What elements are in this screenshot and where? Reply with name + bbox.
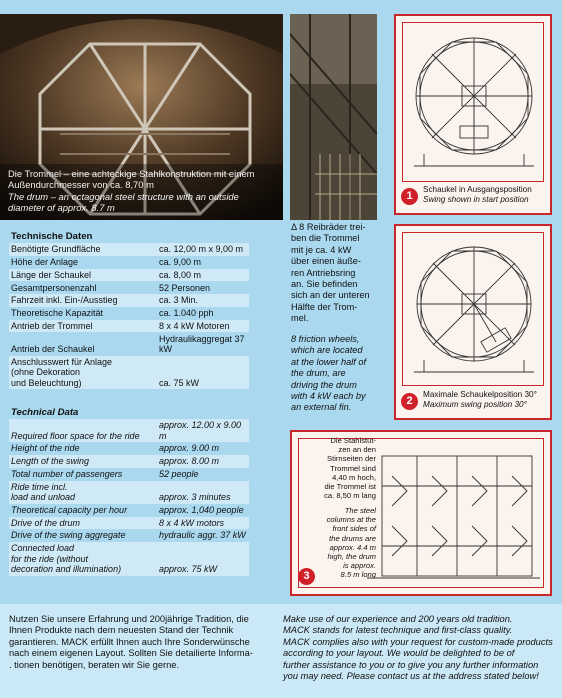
table-row (9, 481, 249, 504)
photo-caption-de: Die Trommel – eine achteckige Stahlkonstruktion mit einem Außendurchmesser von ca. 8,70 m (8, 167, 255, 191)
row-label: Length of the swing (9, 455, 157, 468)
row-value: 52 Personen (157, 281, 249, 294)
table-row (9, 356, 249, 390)
table-row (9, 243, 249, 256)
table-row (9, 419, 249, 442)
row-value: 8 x 4 kW motors (157, 517, 249, 530)
row-value: ca. 1.040 pph (157, 307, 249, 320)
row-value: approx. 9.00 m (157, 442, 249, 455)
tech-en-table (9, 419, 249, 576)
table-row (9, 455, 249, 468)
row-value: approx. 75 kW (157, 542, 249, 576)
row-value: approx. 8.00 m (157, 455, 249, 468)
row-label: Height of the ride (9, 442, 157, 455)
row-value: ca. 75 kW (157, 356, 249, 390)
steel-columns-text-de: Die Stahlstüt- zen an den Stirnseiten der Trommel sind 4,40 m hoch, die Trommel ist ca. 8,50 m lang (324, 436, 376, 501)
table-row (9, 517, 249, 530)
row-label: Connected load for the ride (without decoration and illumination) (9, 542, 157, 576)
table-row (9, 320, 249, 333)
table-row (9, 281, 249, 294)
table-row (9, 529, 249, 542)
footer-text-de: Nutzen Sie unsere Erfahrung und 200jährige Tradition, die Ihnen Produkte nach dem neuesten Stand der Technik garantieren. MACK erfüllt Ihnen auch Ihre Sonderwünsche nach einem eigenen Layout. Sollten Sie detailierte Informa- . tionen benötigen, beraten wir Sie gerne. (9, 614, 253, 670)
table-row (9, 307, 249, 320)
row-label: Total number of passengers (9, 468, 157, 481)
photo-caption (8, 168, 277, 214)
table-row (9, 504, 249, 517)
friction-text-en: 8 friction wheels, which are located at the lower half of the drum, are driving the drum with 4 kW each by an external fin. (291, 334, 367, 413)
panel-caption (423, 390, 537, 410)
row-value: hydraulic aggr. 37 kW (157, 529, 249, 542)
row-value: ca. 9,00 m (157, 256, 249, 269)
panel-caption-de: Schaukel in Ausgangsposition (423, 185, 532, 194)
row-value: approx. 3 minutes (157, 481, 249, 504)
tech-de-title: Technische Daten (11, 231, 93, 242)
row-label: Drive of the drum (9, 517, 157, 530)
row-label: Gesamtpersonenzahl (9, 281, 157, 294)
row-label: Required floor space for the ride (9, 419, 157, 442)
steel-columns-text-en: The steel columns at the front sides of the drums are approx. 4.4 m high, the drum is approx. 8.5 m long (326, 506, 376, 580)
row-value: approx. 12.00 x 9.00 m (157, 419, 249, 442)
tech-de-table (9, 243, 249, 389)
panel-number-badge: 1 (401, 188, 418, 205)
diagram-panel-side (290, 430, 552, 596)
swing-max-diagram (404, 236, 544, 382)
row-value: ca. 8,00 m (157, 269, 249, 282)
table-row (9, 269, 249, 282)
friction-text-de: Δ 8 Reibräder trei- ben die Trommel mit je ca. 4 kW über einen äuße- ren Antriebsring an. Sie befinden sich an der unteren Hälfte der Trom- mel. (291, 222, 370, 324)
diagram-panel-start (394, 14, 552, 215)
row-value: Hydraulikaggregat 37 kW (157, 332, 249, 355)
photo-caption-en: The drum – an octagonal steel structure with an outside diameter of approx. 8.7 m (8, 190, 239, 214)
row-label: Länge der Schaukel (9, 269, 157, 282)
table-row (9, 294, 249, 307)
row-label: Fahrzeit inkl. Ein-/Ausstieg (9, 294, 157, 307)
drum-photo (0, 14, 283, 220)
row-label: Benötigte Grundfläche (9, 243, 157, 256)
footer-text-en: Make use of our experience and 200 years old tradition. MACK stands for latest technique and first-class quality. MACK complies also with your request for custom-made products according to your layout. We would be delighted to be of further assistance to you or to give you any further information you may need. Please contact us at the address stated below! (283, 614, 553, 682)
row-label: Anschlusswert für Anlage (ohne Dekoration und Beleuchtung) (9, 356, 157, 390)
table-row (9, 256, 249, 269)
row-label: Theoretical capacity per hour (9, 504, 157, 517)
panel-caption-de: Maximale Schaukelposition 30° (423, 390, 537, 399)
tech-en-title: Technical Data (11, 407, 79, 418)
row-value: approx. 1,040 people (157, 504, 249, 517)
panel-number-badge: 2 (401, 393, 418, 410)
table-row (9, 542, 249, 576)
row-label: Drive of the swing aggregate (9, 529, 157, 542)
row-label: Ride time incl. load and unload (9, 481, 157, 504)
panel-caption-en: Maximum swing position 30° (423, 400, 527, 409)
row-label: Antrieb der Trommel (9, 320, 157, 333)
table-row (9, 442, 249, 455)
row-label: Antrieb der Schaukel (9, 332, 157, 355)
row-value: 52 people (157, 468, 249, 481)
table-row (9, 332, 249, 355)
row-label: Theoretische Kapazität (9, 307, 157, 320)
diagram-panel-max (394, 224, 552, 420)
row-value: ca. 12,00 m x 9,00 m (157, 243, 249, 256)
table-row (9, 468, 249, 481)
row-label: Höhe der Anlage (9, 256, 157, 269)
side-view-diagram (362, 446, 542, 586)
drive-photo (290, 14, 377, 220)
panel-caption (423, 185, 532, 205)
panel-number-badge: 3 (298, 568, 315, 585)
drive-photo-image (290, 14, 377, 220)
swing-start-diagram (404, 26, 544, 176)
panel-caption-en: Swing shown in start position (423, 195, 529, 204)
row-value: ca. 3 Min. (157, 294, 249, 307)
row-value: 8 x 4 kW Motoren (157, 320, 249, 333)
